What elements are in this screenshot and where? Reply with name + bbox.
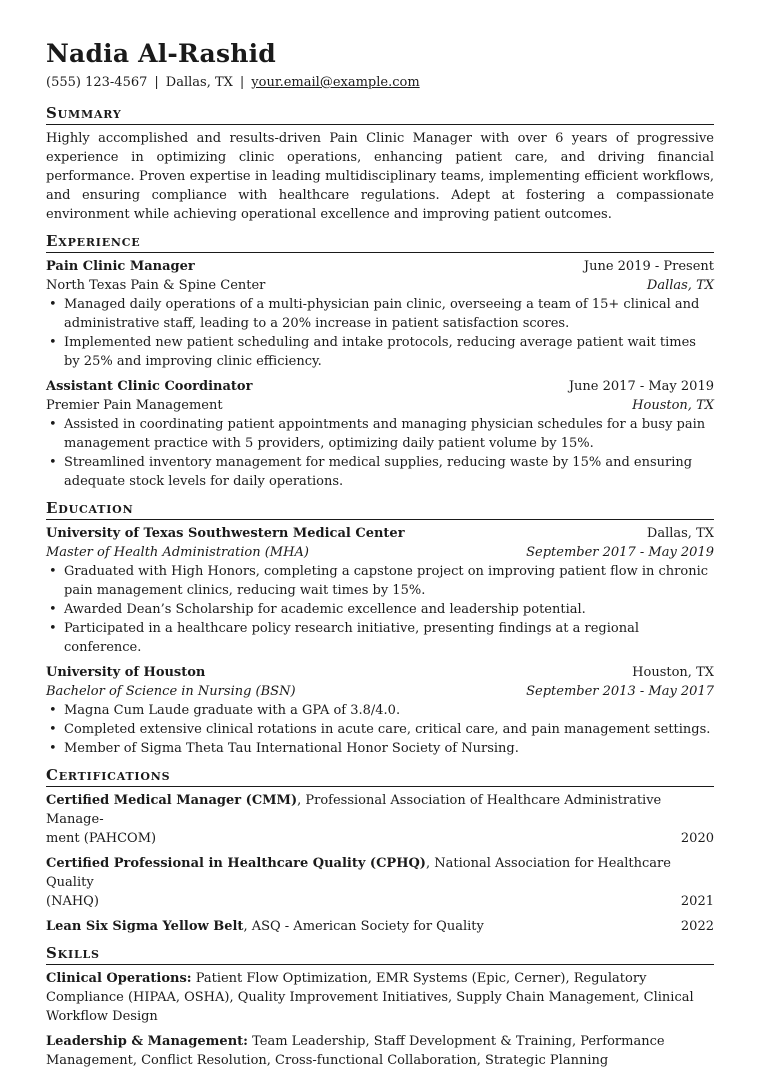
employer: Premier Pain Management (46, 398, 223, 413)
education-bullets (46, 701, 714, 758)
job-dates: June 2019 - Present (583, 259, 714, 274)
email-link[interactable]: your.email@example.com (251, 75, 420, 90)
experience-entry (46, 257, 714, 371)
section-title-education: Education (46, 499, 714, 520)
education-entry (46, 524, 714, 657)
education-dates: September 2017 - May 2019 (526, 545, 714, 560)
list-item: • Streamlined inventory management for medical supplies, reducing waste by 15% and ensuring adequate stock levels for daily operations. (46, 453, 714, 491)
section-title-certifications: Certifications (46, 766, 714, 787)
experience-section (46, 232, 714, 491)
certification-entry (46, 854, 714, 911)
employer: North Texas Pain & Spine Center (46, 278, 266, 293)
skills-section (46, 944, 714, 1070)
school-location: Houston, TX (632, 665, 714, 680)
job-location: Houston, TX (632, 398, 714, 413)
education-dates: September 2013 - May 2017 (526, 684, 714, 699)
certification-year: 2022 (680, 919, 714, 934)
section-title-summary: Summary (46, 104, 714, 125)
school-name: University of Texas Southwestern Medical Center (46, 526, 405, 541)
job-title: Pain Clinic Manager (46, 259, 195, 274)
list-item: • Managed daily operations of a multi-physician pain clinic, overseeing a team of 15+ clinical and administrative staff, leading to a 20% increase in patient satisfaction scores. (46, 295, 714, 333)
contact-separator: | (239, 75, 245, 90)
list-item: • Magna Cum Laude graduate with a GPA of 3.8/4.0. (46, 701, 714, 720)
summary-section (46, 104, 714, 224)
header (46, 38, 714, 92)
certification-name: Lean Six Sigma Yellow Belt (46, 919, 244, 934)
certification-name: Certified Professional in Healthcare Quality (CPHQ) (46, 856, 426, 871)
section-title-skills: Skills (46, 944, 714, 965)
phone-number: (555) 123-4567 (46, 75, 148, 90)
location: Dallas, TX (165, 75, 233, 90)
certification-issuer: , ASQ - American Society for Quality (243, 919, 484, 934)
list-item: • Implemented new patient scheduling and intake protocols, reducing average patient wait times by 25% and improving clinic efficiency. (46, 333, 714, 371)
education-entry (46, 663, 714, 758)
school-name: University of Houston (46, 665, 206, 680)
contact-line (46, 74, 714, 92)
skill-group-text: Patient Flow Optimization, EMR Systems (Epic, Cerner), Regulatory Compliance (HIPAA, OSHA), Quality Improvement Initiatives, Supply Chain Management, Clinical Workflow Design (46, 971, 694, 1024)
certification-issuer: , Professional Association of Healthcare Administrative Manage- (46, 793, 662, 827)
candidate-name: Nadia Al-Rashid (46, 39, 276, 68)
contact-separator: | (154, 75, 159, 90)
job-title: Assistant Clinic Coordinator (46, 379, 253, 394)
list-item: • Member of Sigma Theta Tau International Honor Society of Nursing. (46, 739, 714, 758)
list-item: • Completed extensive clinical rotations in acute care, critical care, and pain management settings. (46, 720, 714, 739)
education-section (46, 499, 714, 758)
certification-year: 2021 (680, 894, 714, 909)
certification-year: 2020 (680, 831, 714, 846)
certification-issuer-cont: ment (PAHCOM) (46, 831, 157, 846)
job-bullets (46, 295, 714, 371)
certifications-section (46, 766, 714, 936)
skill-group-label: Clinical Operations: (46, 971, 192, 986)
job-bullets (46, 415, 714, 491)
skill-group (46, 1032, 714, 1070)
list-item: • Awarded Dean’s Scholarship for academic excellence and leadership potential. (46, 600, 714, 619)
skill-group (46, 969, 714, 1026)
certification-entry (46, 917, 714, 936)
skill-group-label: Leadership & Management: (46, 1034, 248, 1049)
degree: Master of Health Administration (MHA) (46, 545, 309, 560)
list-item: • Participated in a healthcare policy research initiative, presenting findings at a regional conference. (46, 619, 714, 657)
list-item: • Assisted in coordinating patient appointments and managing physician schedules for a busy pain management practice with 5 providers, optimizing daily patient volume by 15%. (46, 415, 714, 453)
summary-text: Highly accomplished and results-driven Pain Clinic Manager with over 6 years of progressive experience in optimizing clinic operations, enhancing patient care, and driving financial performance. Proven expertise in leading multidisciplinary teams, implementing efficient workflows, and ensuring compliance with healthcare regulations. Adept at fostering a compassionate environment while achieving operational excellence and improving patient outcomes. (46, 131, 714, 222)
skill-group-text: Team Leadership, Staff Development & Training, Performance Management, Conflict Resolution, Cross-functional Collaboration, Strategic Planning (46, 1034, 665, 1068)
certification-issuer: , National Association for Healthcare Quality (46, 856, 671, 890)
section-title-experience: Experience (46, 232, 714, 253)
job-location: Dallas, TX (646, 278, 714, 293)
certification-entry (46, 791, 714, 848)
school-location: Dallas, TX (646, 526, 714, 541)
certification-issuer-cont: (NAHQ) (46, 894, 99, 909)
list-item: • Graduated with High Honors, completing a capstone project on improving patient flow in chronic pain management clinics, reducing wait times by 15%. (46, 562, 714, 600)
degree: Bachelor of Science in Nursing (BSN) (46, 684, 296, 699)
job-dates: June 2017 - May 2019 (568, 379, 714, 394)
education-bullets (46, 562, 714, 657)
experience-entry (46, 377, 714, 491)
certification-name: Certified Medical Manager (CMM) (46, 793, 298, 808)
